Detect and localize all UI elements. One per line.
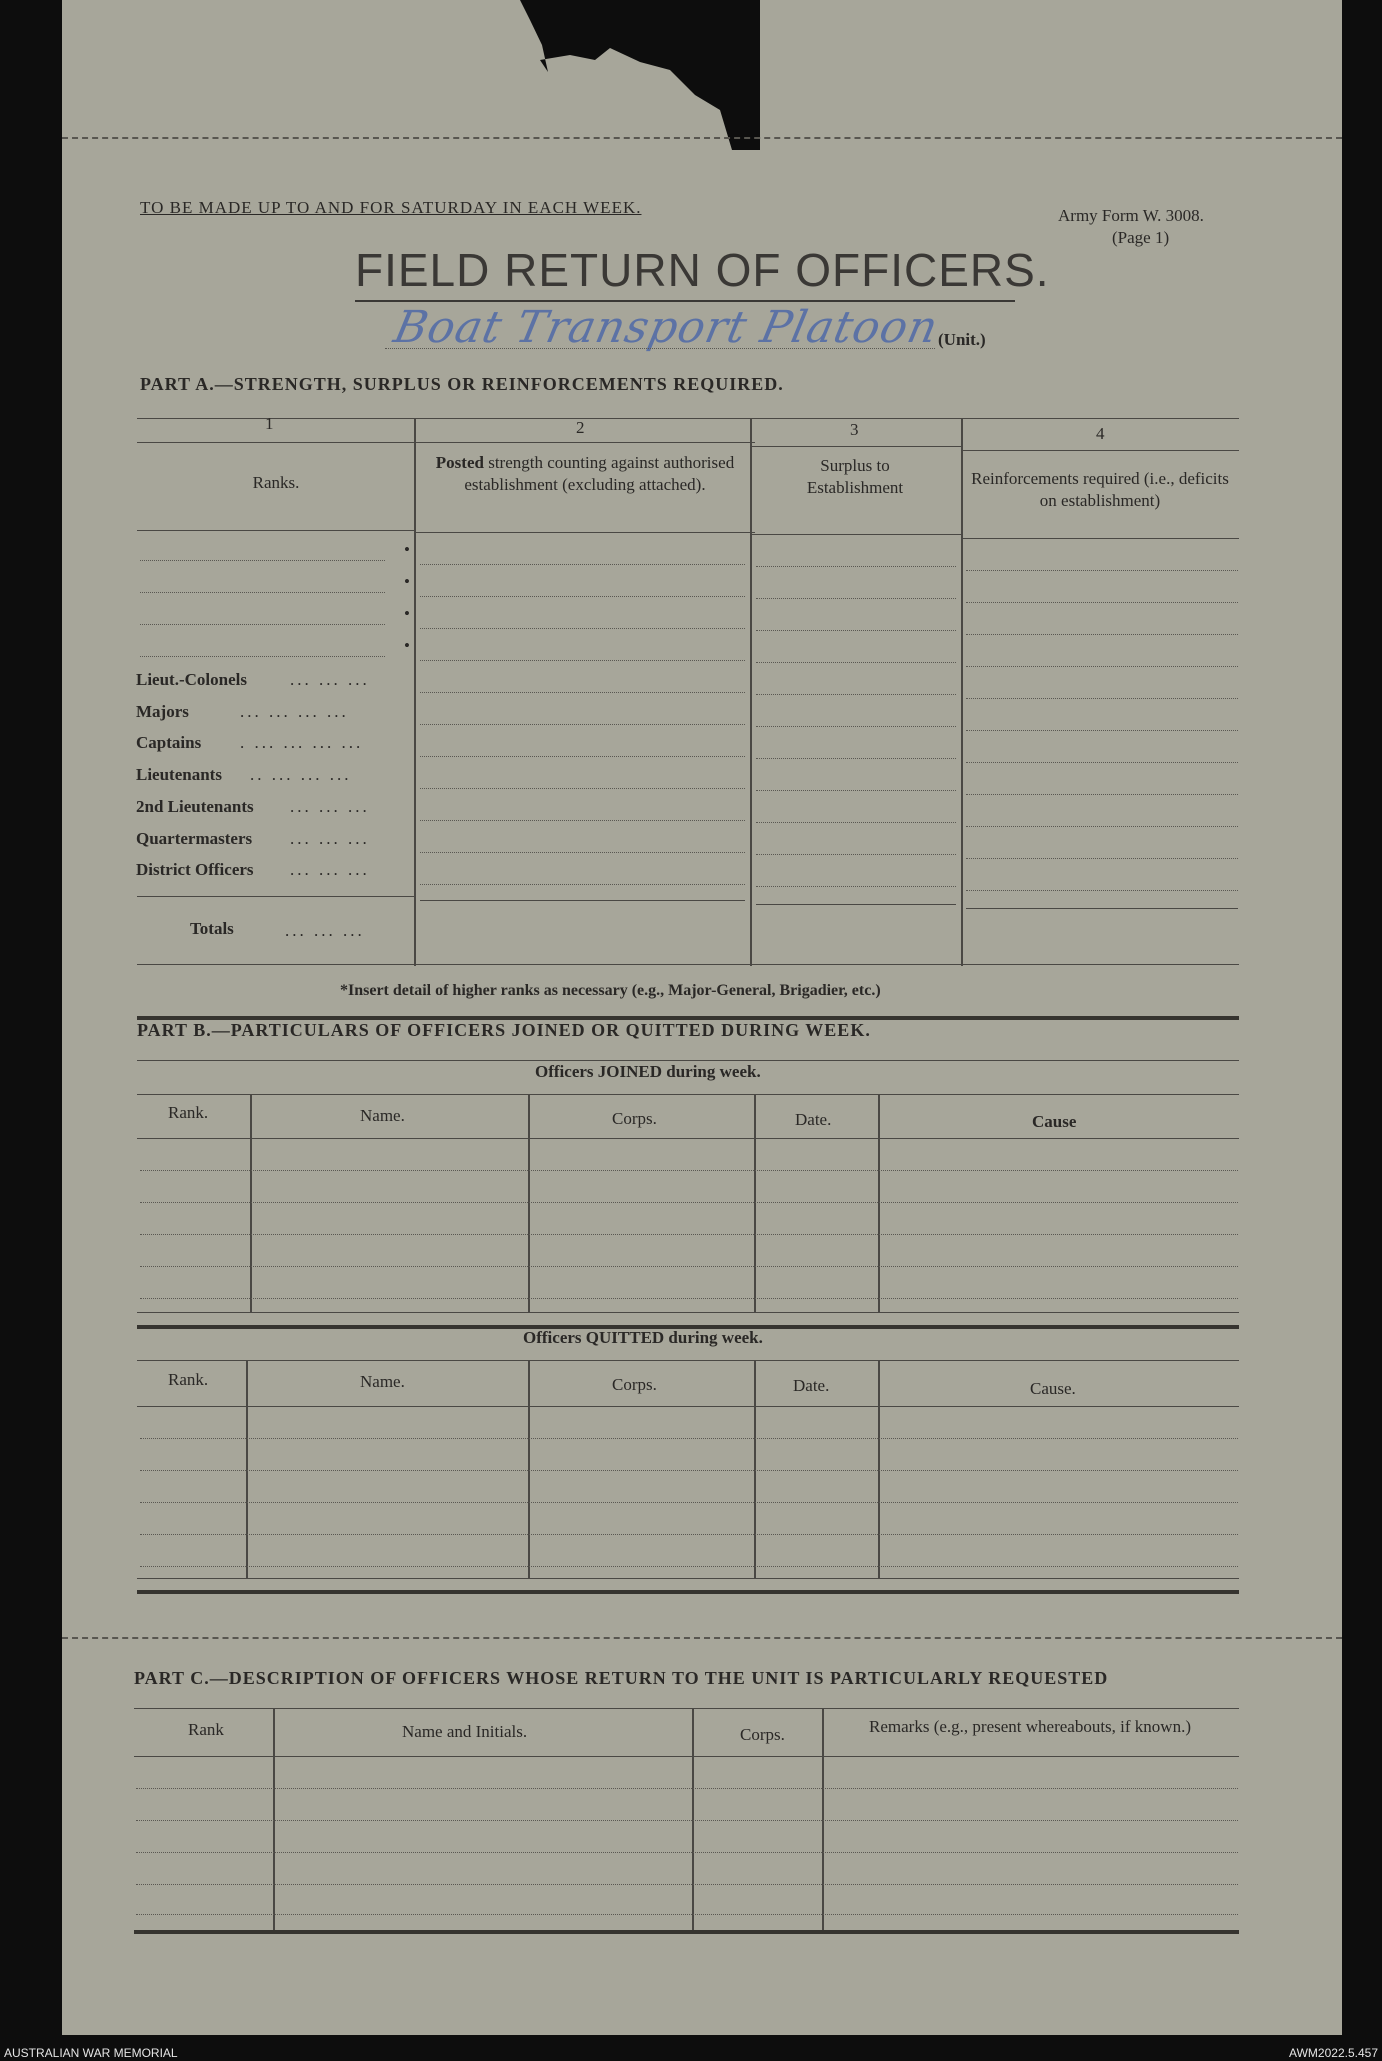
insert-asterisk: • — [404, 540, 410, 559]
quitted-col-corps: Corps. — [612, 1375, 657, 1394]
rank-2nd-lieutenants: 2nd Lieutenants — [136, 797, 254, 816]
part-b-heading: PART B.—PARTICULARS OF OFFICERS JOINED OR QUITTED DURING WEEK. — [137, 1020, 871, 1040]
rank-captains: Captains — [136, 733, 202, 752]
rank-district-officers: District Officers — [136, 860, 254, 879]
instruction-text: TO BE MADE UP TO AND FOR SATURDAY IN EACH WEEK. — [140, 198, 642, 217]
quitted-title: Officers QUITTED during week. — [523, 1328, 763, 1347]
joined-col-corps: Corps. — [612, 1109, 657, 1128]
quitted-col-date: Date. — [793, 1376, 830, 1395]
col-header-reinforcements: Reinforcements required (i.e., deficits on establishment) — [971, 469, 1229, 510]
col-header-surplus: Surplus to Establishment — [806, 456, 904, 497]
quitted-col-cause: Cause. — [1030, 1379, 1076, 1398]
part-c-col-remarks: Remarks (e.g., present whereabouts, if known.) — [869, 1717, 1191, 1736]
posted-rest: strength counting against authorised establishment (excluding attached). — [464, 453, 735, 494]
form-number: Army Form W. 3008. — [1058, 206, 1204, 225]
footer-source: AUSTRALIAN WAR MEMORIAL — [4, 2046, 178, 2060]
quitted-col-rank: Rank. — [168, 1370, 209, 1389]
part-c-col-name: Name and Initials. — [402, 1722, 528, 1741]
page-number: (Page 1) — [1112, 228, 1170, 247]
col-number-2: 2 — [576, 418, 585, 437]
rank-majors: Majors — [136, 702, 189, 721]
joined-title: Officers JOINED during week. — [535, 1062, 761, 1081]
part-a-heading: PART A.—STRENGTH, SURPLUS OR REINFORCEMENTS REQUIRED. — [140, 374, 784, 394]
part-c-col-rank: Rank — [188, 1720, 224, 1739]
joined-col-cause: Cause — [1032, 1112, 1077, 1131]
col-header-ranks: Ranks. — [252, 473, 300, 492]
joined-col-name: Name. — [360, 1106, 405, 1125]
form-title: FIELD RETURN OF OFFICERS. — [355, 244, 1050, 296]
part-c-heading: PART C.—DESCRIPTION OF OFFICERS WHOSE RETURN TO THE UNIT IS PARTICULARLY REQUESTED — [134, 1668, 1109, 1688]
part-a-footnote: *Insert detail of higher ranks as necessary (e.g., Major-General, Brigadier, etc.) — [340, 982, 881, 999]
posted-bold: Posted — [435, 453, 484, 472]
part-c-col-corps: Corps. — [740, 1725, 785, 1744]
col-number-3: 3 — [850, 420, 859, 439]
torn-edge — [500, 0, 760, 150]
rank-lieut-colonels: Lieut.-Colonels — [136, 670, 247, 689]
joined-col-date: Date. — [795, 1110, 832, 1129]
unit-handwritten: Boat Transport Platoon — [389, 302, 943, 353]
perforation-middle — [62, 1637, 1342, 1639]
perforation-top — [62, 137, 1342, 139]
col-number-1: 1 — [265, 414, 274, 433]
footer-accession: AWM2022.5.457 — [1289, 2046, 1378, 2060]
rank-lieutenants: Lieutenants — [136, 765, 222, 784]
totals-label: Totals — [190, 919, 234, 938]
col-number-4: 4 — [1096, 424, 1105, 443]
col-header-posted — [430, 452, 740, 496]
rank-quartermasters: Quartermasters — [136, 829, 253, 848]
quitted-col-name: Name. — [360, 1372, 405, 1391]
joined-col-rank: Rank. — [168, 1103, 209, 1122]
unit-label: (Unit.) — [938, 330, 986, 349]
